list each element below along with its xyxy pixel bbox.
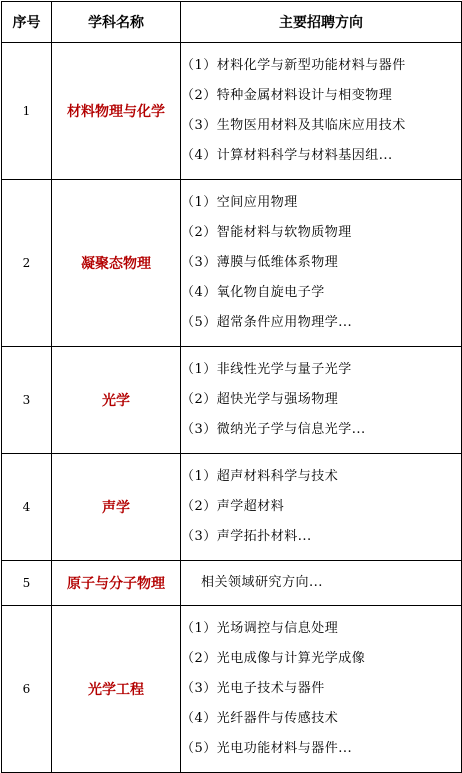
direction-item: （4）计算材料科学与材料基因组...: [181, 148, 393, 163]
direction-item: （3）声学拓扑材料...: [181, 529, 312, 544]
table-row: [2, 43, 462, 180]
direction-item: （2）智能材料与软物质物理: [181, 225, 352, 240]
direction-item: （3）光电子技术与器件: [181, 681, 325, 696]
header-index: 序号: [2, 2, 52, 43]
discipline-name: 凝聚态物理: [52, 180, 181, 347]
row-index: 3: [2, 347, 52, 454]
discipline-name: 材料物理与化学: [52, 43, 181, 180]
discipline-name: 原子与分子物理: [52, 561, 181, 606]
recruitment-table: [1, 1, 462, 773]
header-directions: 主要招聘方向: [181, 2, 462, 43]
direction-item: （1）非线性光学与量子光学: [181, 362, 352, 377]
direction-item: 相关领域研究方向...: [201, 575, 323, 590]
discipline-name: 声学: [52, 454, 181, 561]
direction-item: （2）特种金属材料设计与相变物理: [181, 88, 393, 103]
direction-item: （3）薄膜与低维体系物理: [181, 255, 339, 270]
row-index: 4: [2, 454, 52, 561]
direction-item: （1）空间应用物理: [181, 195, 298, 210]
table-body: [2, 43, 462, 773]
direction-item: （2）超快光学与强场物理: [181, 392, 339, 407]
direction-item: （2）光电成像与计算光学成像: [181, 651, 366, 666]
direction-item: （5）超常条件应用物理学...: [181, 315, 353, 330]
direction-item: （1）超声材料科学与技术: [181, 469, 339, 484]
row-index: 2: [2, 180, 52, 347]
direction-item: （3）生物医用材料及其临床应用技术: [181, 118, 406, 133]
row-index: 6: [2, 606, 52, 773]
table-header-row: [2, 2, 462, 43]
table-row: [2, 454, 462, 561]
discipline-name: 光学工程: [52, 606, 181, 773]
direction-item: （1）光场调控与信息处理: [181, 621, 339, 636]
discipline-name: 光学: [52, 347, 181, 454]
direction-list: [181, 606, 462, 773]
header-discipline: 学科名称: [52, 2, 181, 43]
direction-list: [181, 180, 462, 347]
direction-item: （4）光纤器件与传感技术: [181, 711, 339, 726]
row-index: 1: [2, 43, 52, 180]
direction-list: [181, 43, 462, 180]
direction-list: [181, 561, 462, 606]
direction-list: [181, 347, 462, 454]
table-row: [2, 347, 462, 454]
table-row: [2, 180, 462, 347]
direction-item: （1）材料化学与新型功能材料与器件: [181, 58, 406, 73]
direction-list: [181, 454, 462, 561]
row-index: 5: [2, 561, 52, 606]
table-row: [2, 606, 462, 773]
direction-item: （4）氧化物自旋电子学: [181, 285, 325, 300]
table-row: [2, 561, 462, 606]
direction-item: （5）光电功能材料与器件...: [181, 741, 353, 756]
direction-item: （2）声学超材料: [181, 499, 285, 514]
direction-item: （3）微纳光子学与信息光学...: [181, 422, 366, 437]
